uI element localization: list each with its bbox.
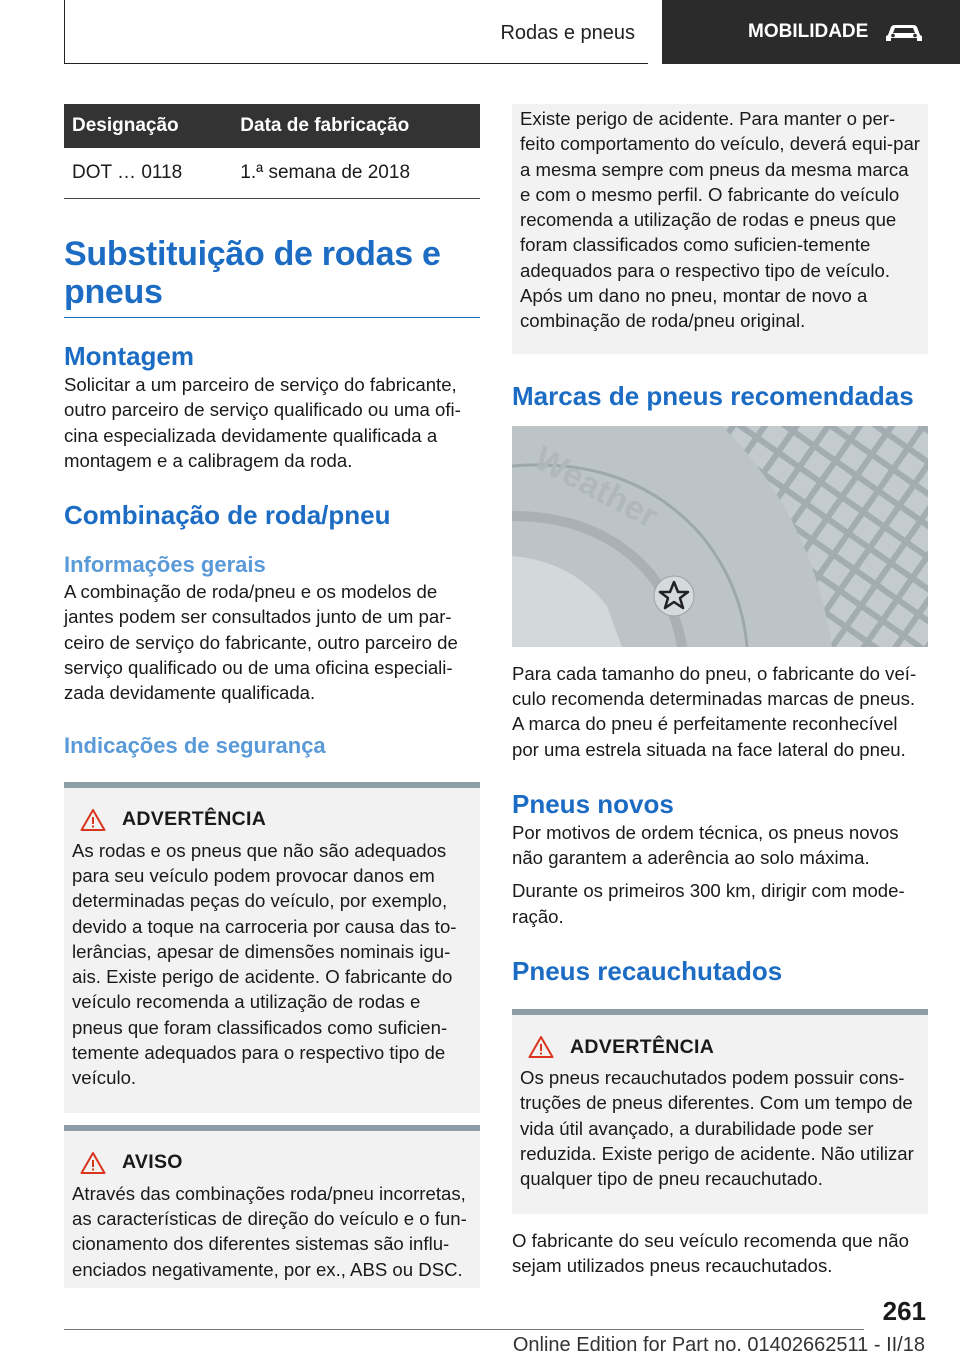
header-underline xyxy=(64,63,648,64)
warning-triangle-icon xyxy=(80,1151,106,1175)
right-column xyxy=(512,104,928,1278)
heading-recauchutados: Pneus recauchutados xyxy=(512,956,783,987)
heading-combinacao: Combinação de roda/pneu xyxy=(64,500,391,531)
paragraph-novos-1: Por motivos de ordem técnica, os pneus novos não garantem a aderência ao solo máxima. xyxy=(512,821,899,869)
left-column xyxy=(64,104,480,1288)
footer-edition: Online Edition for Part no. 01402662511 - II/18 xyxy=(512,1334,925,1356)
warning-box-2 xyxy=(64,1125,480,1288)
warning-continuation-text: Existe perigo de acidente. Para manter o per-feito comportamento do veículo, deverá equi-par a mesma sempre com pneus da mesma marca e com o mesmo perfil. O fabricante do veículo recomenda a utilização de rodas e pneus que foram classificados como suficien-temente adequados para o respectivo tipo de veículo. Após um dano no pneu, montar de novo a combinação de roda/pneu original. xyxy=(520,108,920,332)
heading-montagem: Montagem xyxy=(64,341,194,371)
header-section: Rodas e pneus xyxy=(500,22,635,44)
warning-box-3 xyxy=(512,1009,928,1213)
paragraph-montagem: Solicitar a um parceiro de serviço do fabricante, outro parceiro de serviço qualificado ou uma ofi-cina especializada devidamente qualificada a montagem e a calibragem da roda. xyxy=(64,374,461,471)
warning-triangle-icon xyxy=(528,1035,554,1059)
table-header-date: Data de fabricação xyxy=(232,104,480,148)
warning-box-1 xyxy=(64,782,480,1113)
footer-divider xyxy=(64,1329,864,1330)
notice-text: Através das combinações roda/pneu incorretas, as características de direção do veículo e o fun-cionamento dos diferentes sistemas são influ-enciados negativamente, por ex., ABS ou DSC. xyxy=(72,1182,467,1280)
paragraph-informacoes: A combinação de roda/pneu e os modelos de jantes podem ser consultados junto de um par-ceiro de serviço do fabricante, outro parceiro de serviço qualificado ou de uma oficina especiali-zada devidamente qualificada. xyxy=(64,581,458,704)
heading-informacoes: Informações gerais xyxy=(64,552,266,578)
heading-seguranca: Indicações de segurança xyxy=(64,732,326,758)
warning-triangle-icon xyxy=(80,808,106,832)
tyre-brand-text: Weather xyxy=(528,439,664,536)
warning-text: Os pneus recauchutados podem possuir cons-truções de pneus diferentes. Com um tempo de vida útil avançado, a durabilidade pode ser reduzida. Existe perigo de acidente. Não utilizar qualquer tipo de pneu recauchutado. xyxy=(520,1067,914,1190)
notice-title: AVISO xyxy=(122,1151,183,1174)
warning-title: ADVERTÊNCIA xyxy=(122,808,267,831)
header-chapter xyxy=(662,0,960,64)
heading-pneus-novos: Pneus novos xyxy=(512,788,674,819)
table-cell-designation: DOT … 0118 xyxy=(64,148,232,199)
paragraph-recauchutados: O fabricante do seu veículo recomenda que não sejam utilizados pneus recauchutados. xyxy=(512,1229,909,1276)
car-icon xyxy=(882,20,926,44)
warning-text: As rodas e os pneus que não são adequados para seu veículo podem provocar danos em determinadas peças do veículo, por exemplo, devido a toque na carroceria por causa das to-lerâncias, apesar de dimensões nominais igu-ais. Existe perigo de acidente. O fabricante do veículo recomenda a utilização de rodas e pneus que foram classificados como suficien-temente adequados para o respectivo tipo de veículo. xyxy=(72,839,457,1089)
page-title: Substituição de rodas e pneus xyxy=(64,235,480,318)
dot-table xyxy=(64,104,480,199)
table-row xyxy=(64,148,480,199)
table-cell-date: 1.ª semana de 2018 xyxy=(232,148,480,199)
warning-title: ADVERTÊNCIA xyxy=(570,1035,715,1058)
header-divider xyxy=(64,0,65,64)
tyre-star-marking-illustration xyxy=(512,426,928,647)
paragraph-novos-2: Durante os primeiros 300 km, dirigir com mode-ração. xyxy=(512,880,905,927)
table-header-designation: Designação xyxy=(64,104,232,148)
chapter-label: MOBILIDADE xyxy=(748,21,869,42)
warning-continuation xyxy=(512,104,928,354)
heading-marcas: Marcas de pneus recomendadas xyxy=(512,380,914,411)
paragraph-marcas: Para cada tamanho do pneu, o fabricante do veí-culo recomenda determinadas marcas de pneus. A marca do pneu é perfeitamente reconhecível por uma estrela situada na face lateral do pneu. xyxy=(512,662,917,760)
page-number: 261 xyxy=(882,1296,926,1326)
